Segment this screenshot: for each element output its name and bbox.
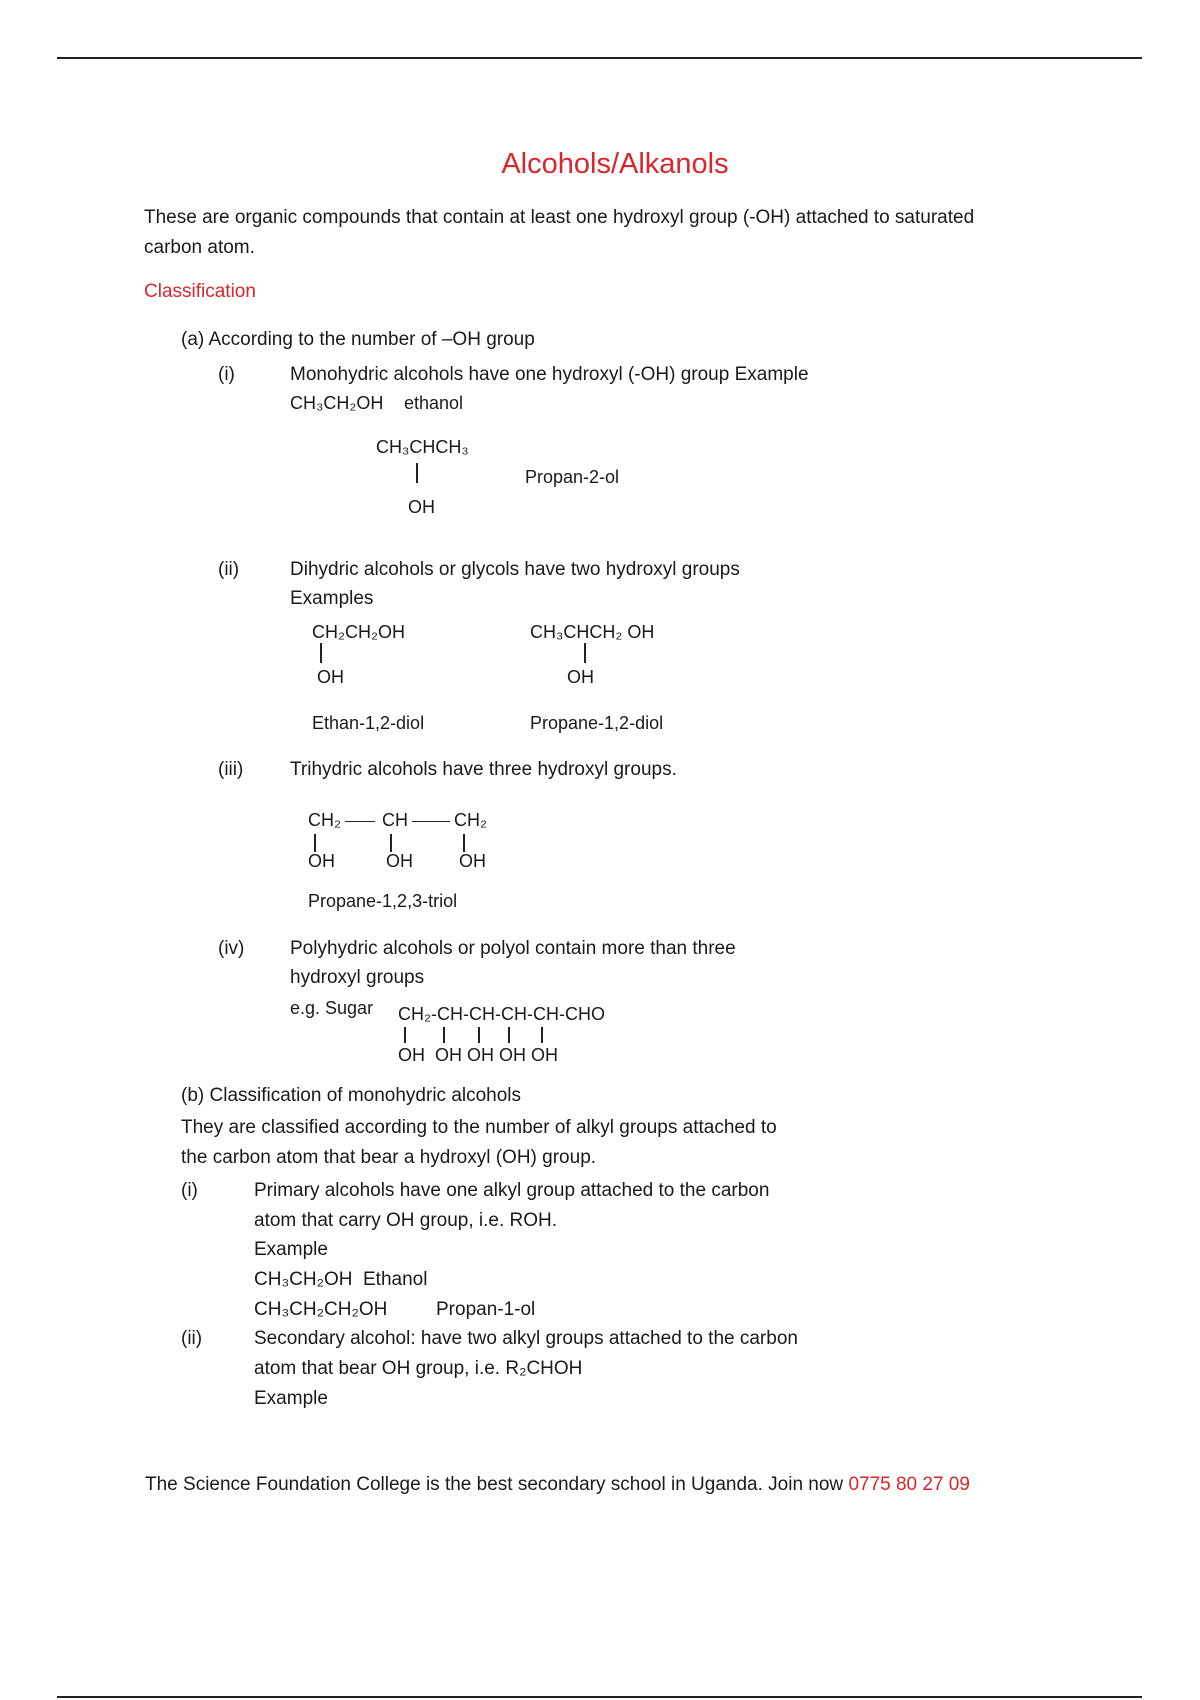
- footer-phone: 0775 80 27 09: [848, 1474, 970, 1495]
- a-iv-eg: e.g. Sugar: [290, 998, 374, 1018]
- a-iii-oh-3: OH: [459, 851, 486, 871]
- a-ii-ex2-oh: OH: [567, 667, 594, 687]
- a-i-ex2-name: Propan-2-ol: [525, 467, 620, 487]
- a-ii-ex1-name: Ethan-1,2-diol: [312, 713, 425, 733]
- b-ii-line-2: atom that bear OH group, i.e. R₂CHOH: [254, 1358, 583, 1379]
- classification-heading: Classification: [144, 281, 256, 302]
- b-ii-number: (ii): [181, 1328, 203, 1349]
- section-b-line-1: They are classified according to the number of alkyl groups attached to: [181, 1117, 777, 1138]
- section-b-line-2: the carbon atom that bear a hydroxyl (OH) group.: [181, 1147, 597, 1168]
- a-i-ex2-oh: OH: [408, 497, 435, 517]
- a-iv-vbond-2: [443, 1027, 445, 1043]
- a-iv-line-2: hydroxyl groups: [290, 967, 425, 988]
- a-iii-c3: CH₂: [454, 810, 487, 830]
- b-i-ex2-formula: CH₃CH₂CH₂OH: [254, 1299, 388, 1320]
- a-iii-c1: CH₂: [308, 810, 341, 830]
- a-iii-oh-1: OH: [308, 851, 335, 871]
- a-ii-text: Dihydric alcohols or glycols have two hydroxyl groups: [290, 559, 740, 580]
- b-i-line-1: Primary alcohols have one alkyl group attached to the carbon: [254, 1180, 770, 1201]
- a-i-ex2-bond: [416, 463, 418, 483]
- b-i-number: (i): [181, 1180, 198, 1201]
- a-i-number: (i): [218, 364, 235, 385]
- a-iii-vbond-3: [463, 834, 465, 852]
- a-i-text: Monohydric alcohols have one hydroxyl (-OH) group Example: [290, 364, 809, 385]
- a-iv-line-1: Polyhydric alcohols or polyol contain more than three: [290, 938, 736, 959]
- b-i-ex1-name: Ethanol: [363, 1269, 428, 1290]
- a-iv-number: (iv): [218, 938, 245, 959]
- b-i-line-2: atom that carry OH group, i.e. ROH.: [254, 1210, 558, 1231]
- footer-text: [145, 1474, 970, 1496]
- a-ii-examples: Examples: [290, 588, 374, 609]
- a-ii-ex2-name: Propane-1,2-diol: [530, 713, 664, 733]
- a-iii-number: (iii): [218, 759, 244, 780]
- a-ii-ex1-formula: CH₂CH₂OH: [312, 622, 405, 642]
- a-i-ex2-formula: CH₃CHCH₃: [376, 437, 469, 457]
- a-i-ex1-name: ethanol: [404, 393, 464, 413]
- a-iii-bond-1: [345, 821, 375, 822]
- b-i-example: Example: [254, 1239, 328, 1260]
- a-iv-vbond-3: [478, 1027, 480, 1043]
- a-iv-vbond-1: [404, 1027, 406, 1043]
- a-iii-bond-2: [412, 821, 450, 822]
- b-ii-line-1: Secondary alcohol: have two alkyl groups attached to the carbon: [254, 1328, 798, 1349]
- b-i-ex1-formula: CH₃CH₂OH: [254, 1269, 353, 1290]
- b-ii-example: Example: [254, 1388, 328, 1409]
- a-iv-formula: CH₂-CH-CH-CH-CH-CHO: [398, 1004, 605, 1024]
- a-ii-number: (ii): [218, 559, 240, 580]
- a-iii-vbond-2: [390, 834, 392, 852]
- a-iii-oh-2: OH: [386, 851, 413, 871]
- a-iii-vbond-1: [314, 834, 316, 852]
- a-ii-ex1-oh: OH: [317, 667, 344, 687]
- intro-line-1: These are organic compounds that contain at least one hydroxyl group (-OH) attached to saturated: [144, 207, 975, 228]
- a-iv-ohs: OH OH OH OH OH: [398, 1045, 559, 1065]
- a-ii-ex1-bond: [320, 643, 322, 663]
- section-a-heading: (a) According to the number of –OH group: [181, 329, 535, 350]
- section-b-heading: (b) Classification of monohydric alcohols: [181, 1085, 522, 1106]
- a-iii-text: Trihydric alcohols have three hydroxyl groups.: [290, 759, 677, 780]
- page-title: Alcohols/Alkanols: [501, 148, 729, 180]
- bottom-rule: [57, 1696, 1142, 1698]
- a-iv-vbond-4: [508, 1027, 510, 1043]
- b-i-ex2-name: Propan-1-ol: [436, 1299, 536, 1320]
- a-iv-vbond-5: [541, 1027, 543, 1043]
- footer-message: The Science Foundation College is the best secondary school in Uganda. Join now: [145, 1474, 849, 1495]
- a-iii-name: Propane-1,2,3-triol: [308, 891, 458, 911]
- a-iii-c2: CH: [382, 810, 408, 830]
- a-ii-ex2-formula: CH₃CHCH₂ OH: [530, 622, 655, 642]
- a-ii-ex2-bond: [584, 643, 586, 663]
- top-rule: [57, 57, 1142, 59]
- intro-line-2: carbon atom.: [144, 237, 255, 258]
- a-i-ex1-formula: CH₃CH₂OH: [290, 393, 384, 413]
